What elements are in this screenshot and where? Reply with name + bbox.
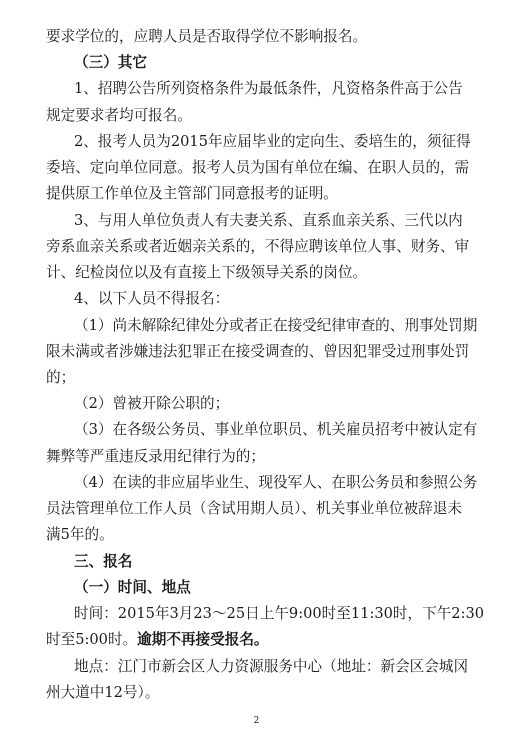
section-heading-other: （三）其它 (74, 54, 147, 72)
text-line: （1）尚未解除纪律处分或者正在接受纪律审查的、刑事处罚期 (74, 316, 478, 334)
text-line: 旁系血亲关系或者近姻亲关系的，不得应聘该单位人事、财务、审 (46, 237, 470, 255)
text-line-time: 时间：2015年3月23～25日上午9:00时至11:30时，下午2:30 (74, 605, 485, 623)
deadline-notice: 逾期不再接受报名。 (137, 631, 269, 649)
text-line: 满5年的。 (46, 526, 114, 544)
text-line-place: 地点：江门市新会区人力资源服务中心（地址：新会区会城冈 (74, 657, 469, 675)
text-line: 要求学位的，应聘人员是否取得学位不影响报名。 (46, 28, 368, 45)
text-line: （3）在各级公务员、事业单位职员、机关雇员招考中被认定有 (74, 421, 478, 439)
text-line: 规定要求者均可报名。 (46, 106, 192, 124)
text-line: 计、纪检岗位以及有直接上下级领导关系的岗位。 (46, 264, 368, 282)
text-line: 委培、定向单位同意。报考人员为国有单位在编、在职人员的，需 (46, 159, 470, 177)
text-line: 州大道中12号）。 (46, 683, 160, 701)
subsection-heading-time-place: （一）时间、地点 (74, 578, 191, 596)
text-line: 限未满或者涉嫌违法犯罪正在接受调查的、曾因犯罪受过刑事处罚 (46, 342, 470, 360)
text-line: 员法管理单位工作人员（含试用期人员）、机关事业单位被辞退未 (46, 500, 462, 518)
text-line: 4、以下人员不得报名： (74, 290, 230, 308)
text-line: （4）在读的非应届毕业生、现役军人、在职公务员和参照公务 (74, 473, 478, 491)
text-line: （2）曾被开除公职的； (74, 395, 230, 413)
text-line (46, 627, 489, 653)
page-number: 2 (253, 716, 260, 726)
text-line: 提供原工作单位及主管部门同意报考的证明。 (46, 185, 338, 203)
section-heading-registration: 三、报名 (74, 552, 133, 570)
text-line: 3、与用人单位负责人有夫妻关系、直系血亲关系、三代以内 (74, 211, 463, 229)
text-line: 舞弊等严重违反录用纪律行为的； (46, 447, 265, 465)
text-line: 的； (46, 369, 76, 386)
text-line: 1、招聘公告所列资格条件为最低条件，凡资格条件高于公告 (74, 80, 463, 98)
time-end: 时至5:00时。 (46, 631, 138, 649)
text-line: 2、报考人员为2015年应届毕业的定向生、委培生的，须征得 (74, 132, 471, 150)
